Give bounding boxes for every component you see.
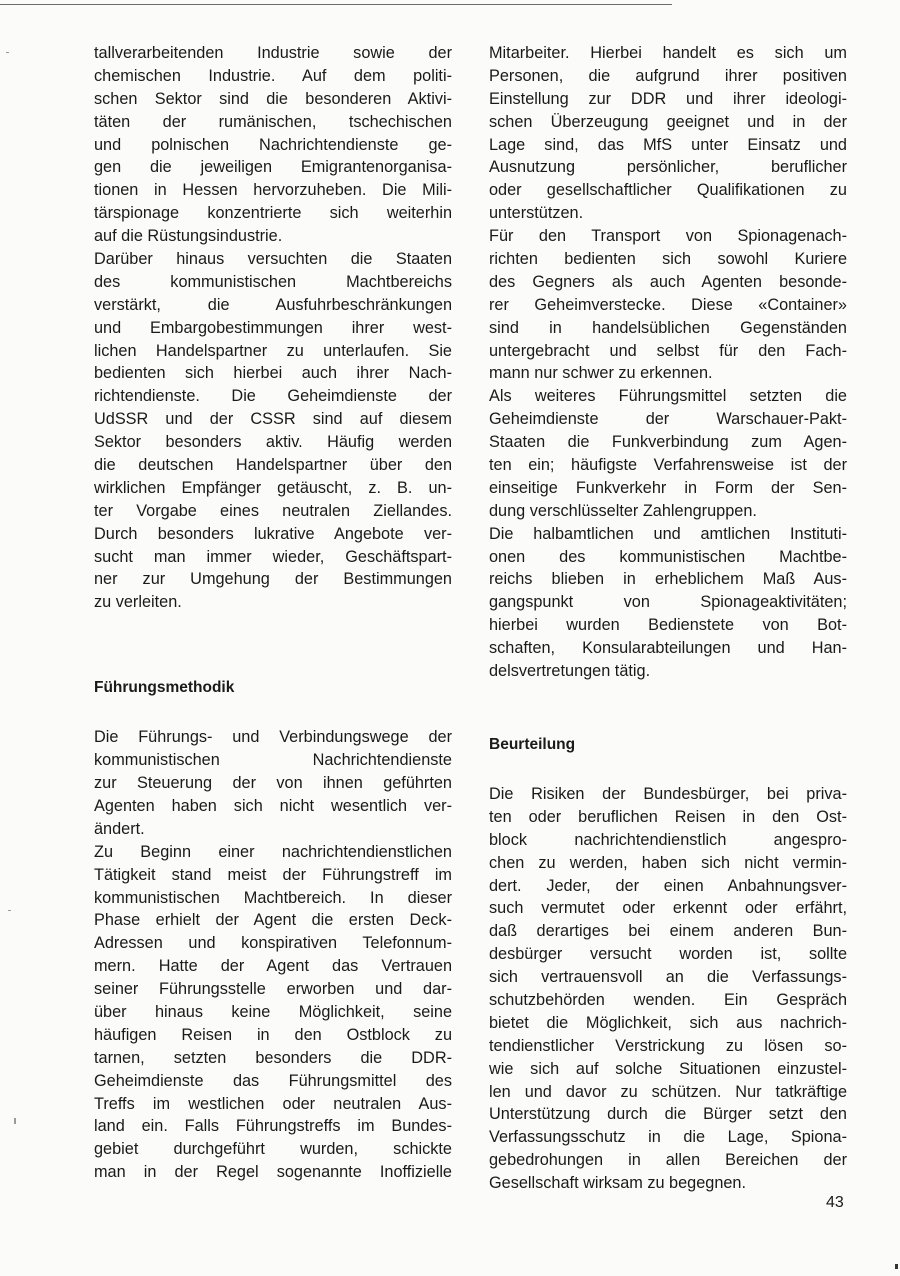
- text-line: zur Steuerung der von ihnen geführten: [94, 774, 452, 793]
- text-line: sind in handelsüblichen Gegenständen: [489, 318, 847, 337]
- text-line: schaften, Konsularabteilungen und Han-: [489, 639, 847, 658]
- text-line: über hinaus keine Möglichkeit, seine: [94, 1002, 452, 1021]
- section-heading-fuehrungsmethodik: Führungsmethodik: [94, 679, 235, 697]
- text-line: Einstellung zur DDR und ihrer ideologi-: [489, 89, 847, 108]
- text-line: delsvertretungen tätig.: [489, 662, 651, 681]
- text-line: schutzbehörden wenden. Ein Gespräch: [489, 990, 847, 1009]
- left-paragraph-4: [94, 841, 452, 1184]
- text-line: richtendienste. Die Geheimdienste der: [94, 387, 452, 406]
- text-line: tendienstlicher Verstrickung zu lösen so-: [489, 1036, 847, 1055]
- text-line: Verfassungsschutz in die Lage, Spiona-: [489, 1128, 847, 1147]
- text-line: Geheimdienste der Warschauer-Pakt-: [489, 410, 847, 429]
- text-line: ter Vorgabe eines neutralen Ziellandes.: [94, 501, 452, 520]
- right-paragraph-1: [489, 42, 847, 225]
- text-line: Darüber hinaus versuchten die Staaten: [94, 250, 452, 269]
- text-line: dung verschlüsselter Zahlengruppen.: [489, 501, 757, 520]
- text-line: ten oder beruflichen Reisen in den Ost-: [489, 807, 847, 826]
- text-line: Sektor besonders aktiv. Häufig werden: [94, 433, 452, 452]
- text-line: bedienten sich hierbei auch ihrer Nach-: [94, 364, 452, 383]
- text-line: hierbei wurden Bedienstete von Bot-: [489, 616, 847, 635]
- text-line: onen des kommunistischen Machtbe-: [489, 547, 847, 566]
- text-line: Unterstützung durch die Bürger setzt den: [489, 1105, 847, 1124]
- text-line: len und davor zu schützen. Nur tatkräftige: [489, 1082, 847, 1101]
- text-line: schen Sektor sind die besonderen Aktivi-: [94, 89, 452, 108]
- text-line: gen die jeweiligen Emigrantenorganisa-: [94, 158, 452, 177]
- text-line: häufigen Reisen in den Ostblock zu: [94, 1025, 452, 1044]
- left-paragraph-2: [94, 248, 452, 614]
- section-heading-beurteilung: Beurteilung: [489, 735, 576, 753]
- text-line: block nachrichtendienstlich angespro-: [489, 830, 847, 849]
- scan-speck: [8, 910, 11, 911]
- text-line: Lage sind, das MfS unter Einsatz und: [489, 135, 847, 154]
- text-line: Als weiteres Führungsmittel setzten die: [489, 387, 847, 406]
- text-line: Die halbamtlichen und amtlichen Instituti-: [489, 524, 847, 543]
- right-paragraph-3: [489, 385, 847, 522]
- left-column: [94, 42, 452, 1184]
- text-line: desbürger versucht worden ist, sollte: [489, 945, 847, 964]
- left-paragraph-3: [94, 726, 452, 840]
- text-line: bietet die Möglichkeit, sich aus nachrich-: [489, 1013, 847, 1032]
- text-line: des Gegners als auch Agenten besonde-: [489, 272, 847, 291]
- text-line: lichen Handelspartner zu unterlaufen. Sie: [94, 341, 452, 360]
- text-line: ändert.: [94, 819, 145, 838]
- text-line: schen Überzeugung geeignet und in der: [489, 112, 847, 131]
- text-line: reichs blieben in erheblichem Maß Aus-: [489, 570, 847, 589]
- text-line: des kommunistischen Machtbereichs: [94, 272, 452, 291]
- text-line: gebedrohungen in allen Bereichen der: [489, 1151, 847, 1170]
- text-line: Geheimdienste das Führungsmittel des: [94, 1071, 452, 1090]
- page-number: 43: [826, 1194, 844, 1211]
- text-line: sich vertrauensvoll an die Verfassungs-: [489, 968, 847, 987]
- text-line: tarnen, setzten besonders die DDR-: [94, 1048, 452, 1067]
- text-line: die deutschen Handelspartner über den: [94, 456, 452, 475]
- text-line: kommunistischen Machtbereich. In dieser: [94, 888, 452, 907]
- text-line: ner zur Umgehung der Bestimmungen: [94, 570, 452, 589]
- text-line: dert. Jeder, der einen Anbahnungsver-: [489, 876, 847, 895]
- text-line: tionen in Hessen hervorzuheben. Die Mili-: [94, 181, 452, 200]
- text-line: Mitarbeiter. Hierbei handelt es sich um: [489, 44, 847, 62]
- text-line: auf die Rüstungsindustrie.: [94, 227, 283, 246]
- text-line: chemischen Industrie. Auf dem politi-: [94, 66, 452, 85]
- text-line: mern. Hatte der Agent das Vertrauen: [94, 957, 452, 976]
- text-line: such vermutet oder erkennt oder erfährt,: [489, 899, 847, 918]
- text-line: wirklichen Empfänger getäuscht, z. B. un-: [94, 478, 452, 497]
- text-line: verstärkt, die Ausfuhrbeschränkungen: [94, 295, 452, 314]
- text-line: Durch besonders lukrative Angebote ver-: [94, 524, 452, 543]
- text-line: mann nur schwer zu erkennen.: [489, 364, 713, 383]
- text-line: gebiet durchgeführt wurden, schickte: [94, 1140, 452, 1159]
- text-line: und polnischen Nachrichtendienste ge-: [94, 135, 452, 154]
- text-line: zu verleiten.: [94, 593, 182, 612]
- text-line: Zu Beginn einer nachrichtendienstlichen: [94, 842, 452, 861]
- text-line: rer Geheimverstecke. Diese «Container»: [489, 295, 847, 314]
- right-paragraph-2: [489, 225, 847, 385]
- text-line: Staaten die Funkverbindung zum Agen-: [489, 433, 847, 452]
- text-line: unterstützen.: [489, 204, 584, 223]
- text-line: Treffs im westlichen oder neutralen Aus-: [94, 1094, 452, 1113]
- text-line: daß derartiges bei einem anderen Bun-: [489, 922, 847, 941]
- text-line: chen zu werden, haben sich nicht vermin-: [489, 853, 847, 872]
- text-line: täten der rumänischen, tschechischen: [94, 112, 452, 131]
- text-line: Die Führungs- und Verbindungswege der: [94, 728, 452, 747]
- scan-speck: [6, 52, 9, 53]
- text-line: sucht man immer wieder, Geschäftspart-: [94, 547, 452, 566]
- text-line: seiner Führungsstelle erworben und dar-: [94, 980, 452, 999]
- text-line: Ausnutzung persönlicher, beruflicher: [489, 158, 847, 177]
- text-line: Adressen und konspirativen Telefonnum-: [94, 934, 452, 953]
- text-line: Für den Transport von Spionagenach-: [489, 227, 847, 246]
- text-line: Gesellschaft wirksam zu begegnen.: [489, 1174, 747, 1193]
- text-line: Tätigkeit stand meist der Führungstreff im: [94, 865, 452, 884]
- text-line: kommunistischen Nachrichtendienste: [94, 751, 452, 770]
- right-paragraph-5: [489, 783, 847, 1195]
- text-line: ten ein; häufigste Verfahrensweise ist der: [489, 456, 847, 475]
- right-column: [489, 42, 847, 1195]
- text-line: einseitige Funkverkehr in Form der Sen-: [489, 478, 847, 497]
- text-line: gangspunkt von Spionageaktivitäten;: [489, 593, 847, 612]
- top-rule: [0, 4, 672, 5]
- text-line: richten bedienten sich sowohl Kuriere: [489, 250, 847, 269]
- text-line: UdSSR und der CSSR sind auf diesem: [94, 410, 452, 429]
- text-line: man in der Regel sogenannte Inoffizielle: [94, 1163, 452, 1182]
- text-line: Personen, die aufgrund ihrer positiven: [489, 66, 847, 85]
- text-line: Agenten haben sich nicht wesentlich ver-: [94, 796, 452, 815]
- text-line: tärspionage konzentrierte sich weiterhin: [94, 204, 452, 223]
- scan-speck: [14, 1118, 16, 1124]
- right-paragraph-4: [489, 523, 847, 683]
- text-line: untergebracht und selbst für den Fach-: [489, 341, 847, 360]
- text-line: und Embargobestimmungen ihrer west-: [94, 318, 452, 337]
- text-line: Phase erhielt der Agent die ersten Deck-: [94, 911, 452, 930]
- text-line: tallverarbeitenden Industrie sowie der: [94, 44, 452, 62]
- scan-speck: [895, 1264, 898, 1269]
- text-line: Die Risiken der Bundesbürger, bei priva-: [489, 784, 847, 803]
- text-line: land ein. Falls Führungstreffs im Bundes-: [94, 1117, 452, 1136]
- left-paragraph-1: [94, 42, 452, 248]
- text-line: oder gesellschaftlicher Qualifikationen zu: [489, 181, 847, 200]
- text-line: wie sich auf solche Situationen einzustel-: [489, 1059, 847, 1078]
